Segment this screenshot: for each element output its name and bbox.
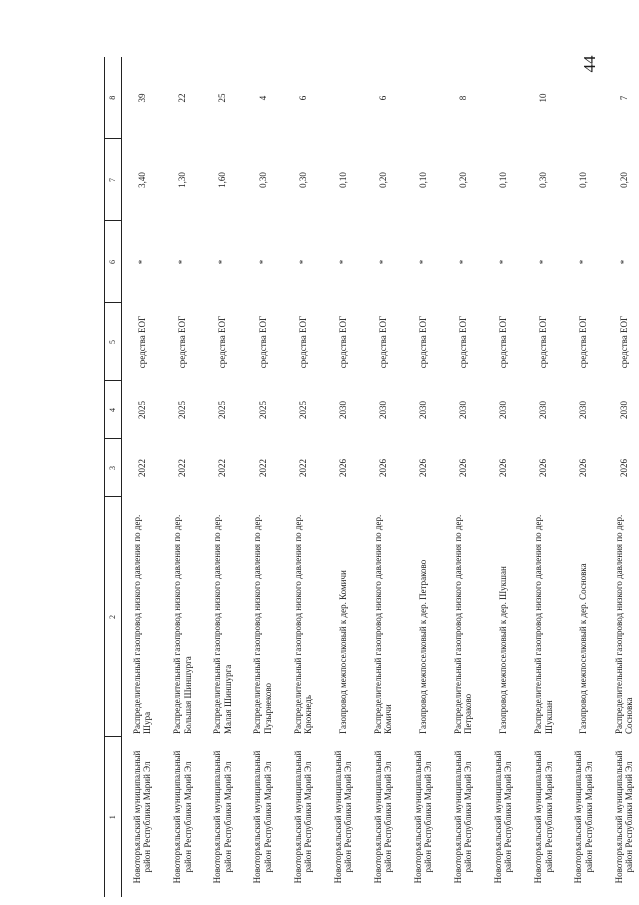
marker-cell: * <box>618 259 629 265</box>
marker-cell: * <box>538 259 549 265</box>
object-name-cell: Распределительный газопровод низкого давления по дер. Сосновка <box>613 514 634 734</box>
count-cell: 10 <box>538 93 549 103</box>
end-year-cell: 2025 <box>137 401 148 419</box>
marker-cell: * <box>578 259 589 265</box>
column-header-1: 1 <box>105 737 122 897</box>
length-cell: 0,10 <box>578 172 589 188</box>
column-header-7: 7 <box>105 139 122 221</box>
start-year-cell: 2026 <box>618 459 629 477</box>
marker-cell: * <box>177 259 188 265</box>
object-name-cell: Распределительный газопровод низкого давления по дер. Малая Шиншурга <box>212 514 233 734</box>
district-cell: Новоторъяльский муниципальный район Республики Марий Эл <box>212 750 233 884</box>
marker-cell: * <box>337 259 348 265</box>
object-name-cell: Газопровод межпоселковый к дер. Петраково <box>418 559 429 734</box>
count-cell: 6 <box>297 95 308 101</box>
funding-source-cell: средства ЕОГ <box>257 315 268 369</box>
column-header-2: 2 <box>105 497 122 737</box>
length-cell: 0,20 <box>377 172 388 188</box>
start-year-cell: 2026 <box>578 459 589 477</box>
object-name-cell: Распределительный газопровод низкого давления по дер. Большая Шиншурга <box>172 514 193 734</box>
table-row <box>523 57 563 897</box>
table-row <box>363 57 403 897</box>
start-year-cell: 2026 <box>418 459 429 477</box>
district-cell: Новоторъяльский муниципальный район Республики Марий Эл <box>172 750 193 884</box>
table-row <box>323 57 363 897</box>
start-year-cell: 2026 <box>458 459 469 477</box>
object-name-cell: Газопровод межпоселковый к дер. Комичи <box>337 570 348 734</box>
length-cell: 0,20 <box>618 172 629 188</box>
district-cell: Новоторъяльский муниципальный район Республики Марий Эл <box>573 750 594 884</box>
table-row <box>163 57 203 897</box>
table-row <box>243 57 283 897</box>
column-header-3: 3 <box>105 439 122 497</box>
start-year-cell: 2026 <box>498 459 509 477</box>
page-number: 44 <box>580 55 599 73</box>
start-year-cell: 2022 <box>217 459 228 477</box>
marker-cell: * <box>217 259 228 265</box>
end-year-cell: 2030 <box>618 401 629 419</box>
funding-source-cell: средства ЕОГ <box>578 315 589 369</box>
district-cell: Новоторъяльский муниципальный район Республики Марий Эл <box>452 750 474 884</box>
funding-source-cell: средства ЕОГ <box>458 315 469 369</box>
start-year-cell: 2022 <box>297 459 308 477</box>
end-year-cell: 2030 <box>498 401 509 419</box>
count-cell <box>483 57 523 139</box>
count-cell <box>564 57 604 139</box>
table-row <box>443 57 483 897</box>
start-year-cell: 2022 <box>177 459 188 477</box>
table-body <box>122 57 639 897</box>
length-cell: 3,40 <box>137 172 148 188</box>
district-cell: Новоторъяльский муниципальный район Республики Марий Эл <box>131 750 153 884</box>
end-year-cell: 2030 <box>458 401 469 419</box>
end-year-cell: 2025 <box>257 401 268 419</box>
column-header-5: 5 <box>105 303 122 381</box>
count-cell <box>403 57 443 139</box>
district-cell: Новоторъяльский муниципальный район Республики Марий Эл <box>493 750 514 884</box>
start-year-cell: 2026 <box>337 459 348 477</box>
marker-cell: * <box>458 259 469 265</box>
length-cell: 0,30 <box>538 172 549 188</box>
object-name-cell: Газопровод межпоселковый к дер. Сосновка <box>578 563 589 734</box>
marker-cell: * <box>257 259 268 265</box>
column-header-8: 8 <box>105 57 122 139</box>
object-name-cell: Распределительный газопровод низкого давления по дер. Шура <box>131 514 153 734</box>
marker-cell: * <box>377 259 388 265</box>
marker-cell: * <box>498 259 509 265</box>
object-name-cell: Распределительный газопровод низкого давления по дер. Крюкнедь <box>292 514 313 734</box>
start-year-cell: 2022 <box>137 459 148 477</box>
object-name-cell: Распределительный газопровод низкого давления по дер. Комичи <box>372 514 394 734</box>
length-cell: 0,30 <box>297 172 308 188</box>
count-cell <box>323 57 363 139</box>
start-year-cell: 2026 <box>377 459 388 477</box>
object-name-cell: Распределительный газопровод низкого давления по дер. Пузырнеково <box>252 514 273 734</box>
end-year-cell: 2030 <box>337 401 348 419</box>
length-cell: 0,20 <box>458 172 469 188</box>
table-row <box>564 57 604 897</box>
district-cell: Новоторъяльский муниципальный район Республики Марий Эл <box>412 750 434 884</box>
column-header-4: 4 <box>105 381 122 439</box>
district-cell: Новоторъяльский муниципальный район Республики Марий Эл <box>372 750 394 884</box>
funding-source-cell: средства ЕОГ <box>498 315 509 369</box>
table-row <box>604 57 639 897</box>
object-name-cell: Распределительный газопровод низкого давления по дер. Шукшан <box>533 514 554 734</box>
count-cell: 39 <box>137 93 148 103</box>
end-year-cell: 2025 <box>217 401 228 419</box>
length-cell: 1,60 <box>217 172 228 188</box>
header-row <box>105 57 122 897</box>
start-year-cell: 2022 <box>257 459 268 477</box>
length-cell: 0,10 <box>498 172 509 188</box>
end-year-cell: 2030 <box>578 401 589 419</box>
length-cell: 0,30 <box>257 172 268 188</box>
district-cell: Новоторъяльский муниципальный район Республики Марий Эл <box>613 750 634 884</box>
count-cell: 6 <box>377 95 388 101</box>
object-name-cell: Распределительный газопровод низкого давления по дер. Петраково <box>452 514 474 734</box>
gas-pipeline-table <box>104 57 639 897</box>
length-cell: 0,10 <box>418 172 429 188</box>
district-cell: Новоторъяльский муниципальный район Республики Марий Эл <box>332 750 353 884</box>
start-year-cell: 2026 <box>538 459 549 477</box>
funding-source-cell: средства ЕОГ <box>618 315 629 369</box>
marker-cell: * <box>297 259 308 265</box>
table-row <box>403 57 443 897</box>
funding-source-cell: средства ЕОГ <box>418 315 429 369</box>
table-sheet <box>104 57 639 897</box>
length-cell: 1,30 <box>177 172 188 188</box>
marker-cell: * <box>137 259 148 265</box>
end-year-cell: 2025 <box>297 401 308 419</box>
count-cell: 7 <box>618 95 629 101</box>
length-cell: 0,10 <box>337 172 348 188</box>
funding-source-cell: средства ЕОГ <box>337 315 348 369</box>
column-header-6: 6 <box>105 221 122 303</box>
funding-source-cell: средства ЕОГ <box>538 315 549 369</box>
end-year-cell: 2025 <box>177 401 188 419</box>
end-year-cell: 2030 <box>538 401 549 419</box>
object-name-cell: Газопровод межпоселковый к дер. Шукшан <box>498 566 509 734</box>
marker-cell: * <box>418 259 429 265</box>
end-year-cell: 2030 <box>418 401 429 419</box>
funding-source-cell: средства ЕОГ <box>297 315 308 369</box>
count-cell: 4 <box>257 95 268 101</box>
count-cell: 22 <box>177 93 188 103</box>
funding-source-cell: средства ЕОГ <box>177 315 188 369</box>
funding-source-cell: средства ЕОГ <box>137 315 148 369</box>
district-cell: Новоторъяльский муниципальный район Республики Марий Эл <box>292 750 313 884</box>
count-cell: 25 <box>217 93 228 103</box>
funding-source-cell: средства ЕОГ <box>377 315 388 369</box>
district-cell: Новоторъяльский муниципальный район Республики Марий Эл <box>533 750 554 884</box>
table-row <box>203 57 243 897</box>
count-cell: 8 <box>458 95 469 101</box>
table-row <box>283 57 323 897</box>
funding-source-cell: средства ЕОГ <box>217 315 228 369</box>
table-row <box>483 57 523 897</box>
table-row <box>122 57 163 897</box>
district-cell: Новоторъяльский муниципальный район Республики Марий Эл <box>252 750 273 884</box>
end-year-cell: 2030 <box>377 401 388 419</box>
